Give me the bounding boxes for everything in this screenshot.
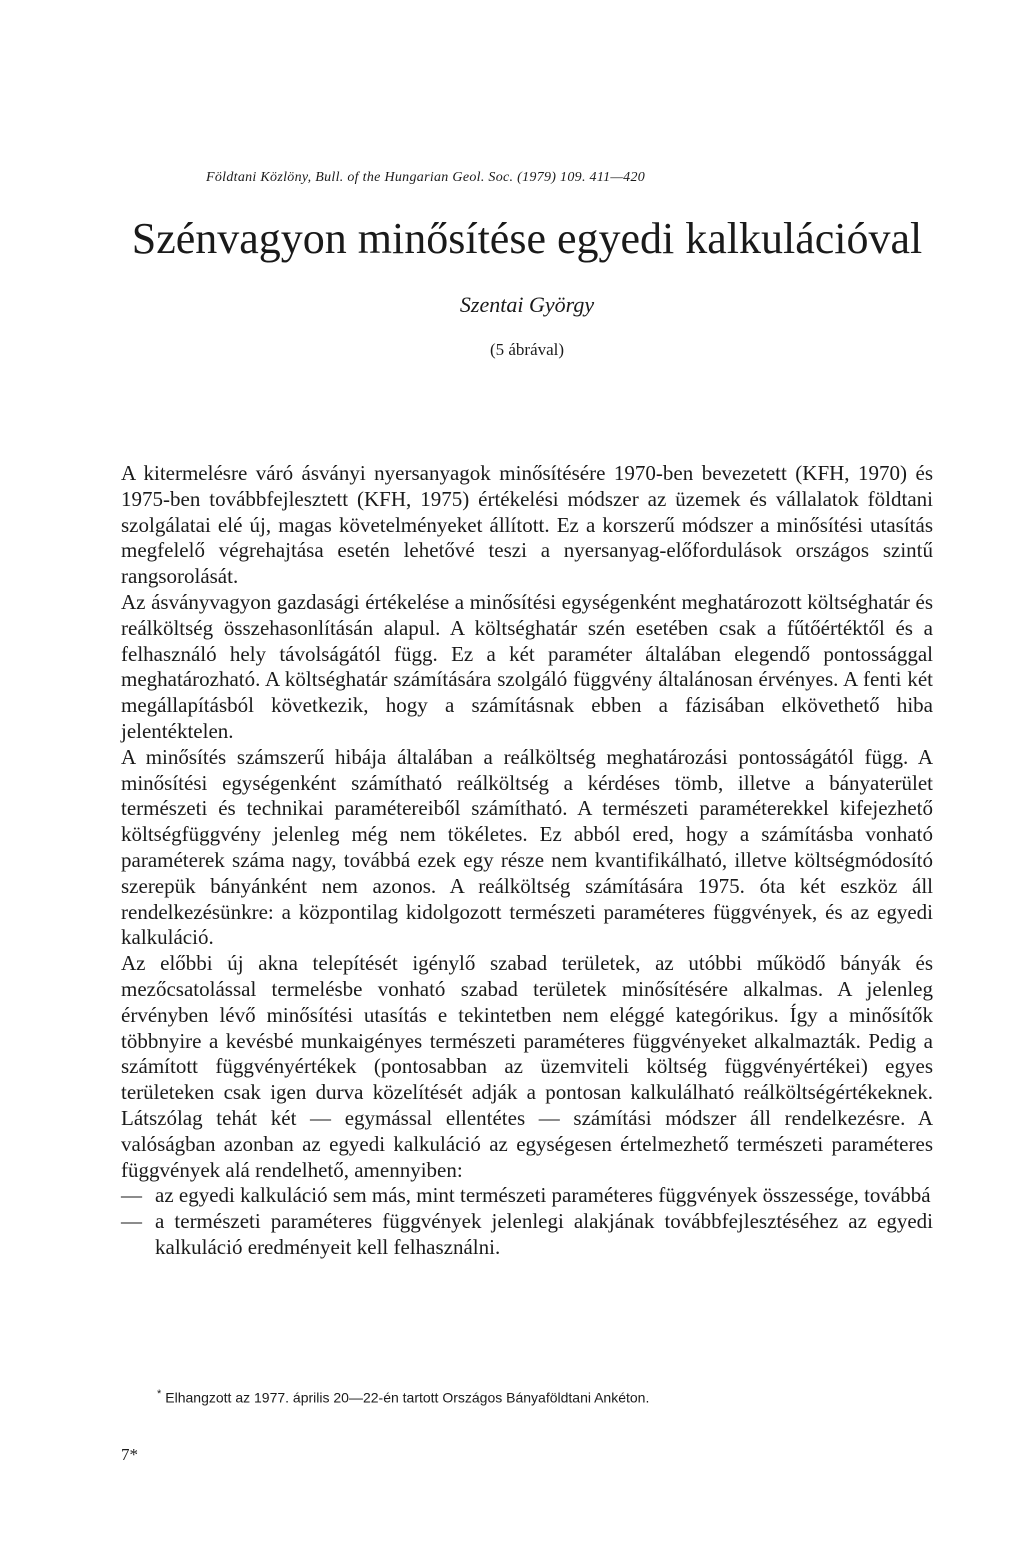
paragraph-4: Az előbbi új akna telepítését igénylő szabad területek, az utóbbi működő bányák és mezőcsatolással termelésbe vonható szabad területek minősítésére alkalmas. A jelenleg érvényben lévő minősítési utasítás e tekintetben nem eléggé kategórikus. Így a minősítők többnyire a kevésbé munkaigényes természeti paraméteres függvényeket alkalmazták. Pedig a számított függvényértékek (pontosabban az üzemviteli költség függvényértékei) egyes területeken csak igen durva közelítését adják a pontosan kalkulálható reálköltségértékeknek. Látszólag tehát két — egymással ellentétes — számítási módszer áll rendelkezésre. A valóságban azonban az egyedi kalkuláció az egységesen értelmezhető természeti paraméteres függvények alá rendelhető, amennyiben: [121,951,933,1182]
figures-note: (5 ábrával) [489,340,565,359]
article-author: Szentai György [459,292,595,317]
article-title: Szénvagyon minősítése egyedi kalkulációval [131,214,923,263]
footnote-text: Elhangzott az 1977. április 20—22-én tartott Országos Bányaföldtani Ankéton. [165,1389,650,1406]
list-dash: — [121,1209,142,1234]
list-item-text: a természeti paraméteres függvények jelenlegi alakjának továbbfejlesztéséhez az egyedi kalkuláció eredményeit kell felhasználni. [155,1209,933,1259]
list-item-text: az egyedi kalkuláció sem más, mint természeti paraméteres függvények összessége, továbbá [155,1183,931,1208]
paragraph-1: A kitermelésre váró ásványi nyersanyagok minősítésére 1970-ben bevezetett (KFH, 1970) és 1975-ben továbbfejlesztett (KFH, 1975) értékelési módszer az üzemek és vállalatok földtani szolgálatai elé új, magas követelményeket állított. Ez a korszerű módszer a minősítési utasítás megfelelő végrehajtása esetén lehetővé teszi a nyersanyag-előfordulások országos szintű rangsorolását. [121,461,933,589]
paragraph-2: Az ásványvagyon gazdasági értékelése a minősítési egységenként meghatározott költséghatár és reálköltség összehasonlításán alapul. A költséghatár szén esetében csak a fűtőértéktől és a felhasználó hely távolságától függ. Ez a két paraméter általában elegendő pontossággal meghatározható. A költséghatár számítására szolgáló függvény általánosan érvényes. A fenti két megállapításból következik, hogy a számításnak ebben a fázisában elkövethető hiba jelentéktelen. [121,589,933,743]
bullet-list [121,1183,933,1260]
footnote-mark: * [157,1388,162,1400]
running-head: Földtani Közlöny, Bull. of the Hungarian Geol. Soc. (1979) 109. 411—420 [206,170,646,185]
list-item [121,1209,933,1261]
article-body [121,461,933,1261]
paragraph-3: A minősítés számszerű hibája általában a reálköltség meghatározási pontosságától függ. A minősítési egységenként számítható reálköltség a kérdéses tömb, illetve a bányaterület természeti és technikai paramétereiből számítható. A természeti paraméterekkel kifejezhető költségfüggvény jelenleg még nem tökéletes. Ez abból ered, hogy a számításba vonható paraméterek száma nagy, továbbá ezek egy része nem kvantifikálható, illetve költségmódosító szerepük bányánként nem azonos. A reálköltség számítására 1975. óta két eszköz áll rendelkezésünkre: a központilag kidolgozott természeti paraméteres függvények, és az egyedi kalkuláció. [121,744,933,950]
list-item [121,1183,933,1209]
signature-mark: 7* [121,1445,138,1464]
footnote [121,1388,933,1406]
list-dash: — [121,1183,142,1208]
